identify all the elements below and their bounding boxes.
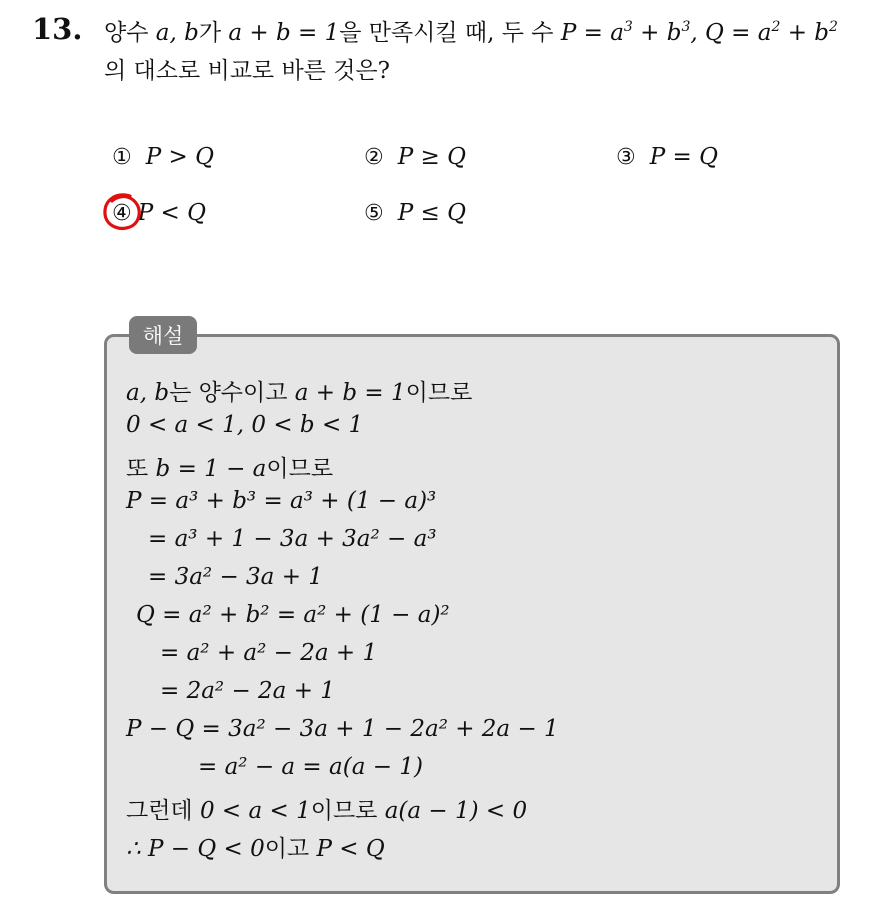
choice-5[interactable] (364, 200, 466, 226)
solution-line-7: Q = a² + b² = a² + (1 − a)² (136, 602, 450, 628)
question-text-line1: 양수 a, b가 a + b = 1을 만족시킬 때, 두 수 $P = a^3 + b^3$, $Q = a^2 + b^2$ (104, 19, 838, 46)
choice-5-number: ⑤ (364, 201, 384, 226)
math-P-Q-definition: $P = a^3 + b^3$, $Q = a^2 + b^2$ (560, 19, 838, 46)
solution-line-10: P − Q = 3a² − 3a + 1 − 2a² + 2a − 1 (126, 716, 559, 742)
solution-line-4: P = a³ + b³ = a³ + (1 − a)³ (126, 488, 437, 514)
math-a-b: a, b (155, 20, 199, 46)
solution-line-11: = a² − a = a(a − 1) (198, 754, 423, 780)
solution-line-13: ∴ P − Q < 0이고 P < Q (126, 836, 385, 862)
choice-3-number: ③ (616, 145, 636, 170)
question-number: 13. (32, 12, 83, 46)
choice-1-expr: P > Q (145, 144, 214, 170)
solution-line-1: a, b는 양수이고 a + b = 1이므로 (126, 380, 473, 406)
math-condition: a + b = 1 (228, 20, 340, 46)
solution-tag: 해설 (129, 316, 197, 354)
solution-line-9: = 2a² − 2a + 1 (160, 678, 335, 704)
choice-1[interactable] (112, 144, 214, 170)
answer-circle-icon (100, 190, 144, 234)
choice-4-number: ④ (112, 201, 132, 226)
choice-5-expr: P ≤ Q (397, 200, 466, 226)
solution-line-2: 0 < a < 1, 0 < b < 1 (126, 412, 364, 438)
choice-1-number: ① (112, 145, 132, 170)
choice-4-expr: P < Q (137, 200, 206, 226)
choice-3[interactable] (616, 144, 718, 170)
choice-3-expr: P = Q (649, 144, 718, 170)
solution-line-8: = a² + a² − 2a + 1 (160, 640, 378, 666)
choice-2-number: ② (364, 145, 384, 170)
solution-line-12: 그런데 0 < a < 1이므로 a(a − 1) < 0 (126, 798, 528, 824)
choice-2-expr: P ≥ Q (397, 144, 466, 170)
solution-line-5: = a³ + 1 − 3a + 3a² − a³ (148, 526, 437, 552)
solution-line-6: = 3a² − 3a + 1 (148, 564, 323, 590)
solution-line-3: 또 b = 1 − a이므로 (126, 456, 334, 482)
question-text-line2: 의 대소로 비교로 바른 것은? (104, 58, 390, 84)
choice-2[interactable] (364, 144, 466, 170)
